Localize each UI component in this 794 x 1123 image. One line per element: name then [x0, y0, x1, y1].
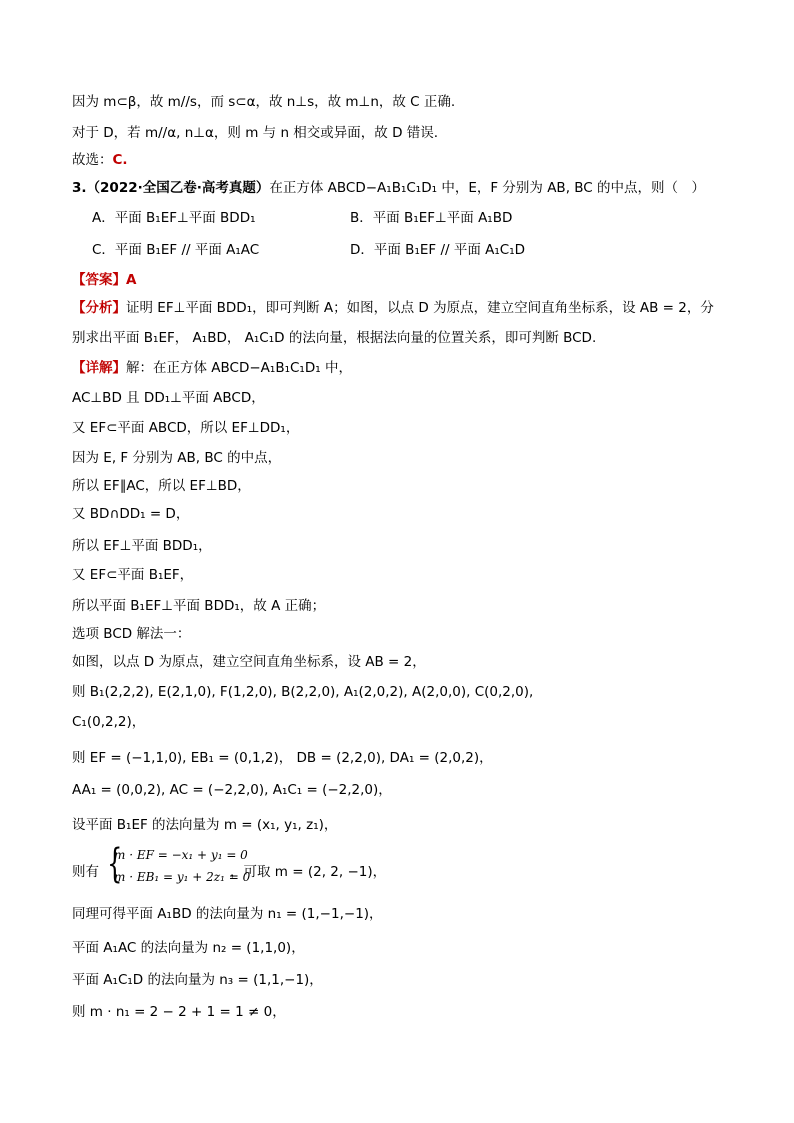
text-line: 所以 EF⊥平面 BDD₁， — [72, 538, 212, 554]
text-line: 平面 A₁C₁D 的法向量为 n₃ = (1,1,−1)， — [72, 972, 323, 988]
detail-line — [72, 358, 352, 378]
text-line: 则 EF = (−1,1,0), EB₁ = (0,1,2)， DB = (2,2,0), DA₁ = (2,0,2)， — [72, 750, 493, 766]
brace: { — [107, 841, 123, 887]
detail-label: 【详解】 — [72, 360, 126, 376]
detail-text: 解：在正方体 ABCD−A₁B₁C₁D₁ 中， — [126, 360, 352, 376]
text-line: 又 BD∩DD₁ = D， — [72, 506, 190, 522]
text-line: 所以 EF∥AC，所以 EF⊥BD， — [72, 478, 251, 494]
text-prefix: 则有 — [72, 864, 99, 880]
text-line: 则 m · n₁ = 2 − 2 + 1 = 1 ≠ 0， — [72, 1004, 286, 1020]
question-number: 3. — [72, 180, 87, 196]
analysis-text: 证明 EF⊥平面 BDD₁，即可判断 A；如图，以点 D 为原点，建立空间直角坐标系，设 AB = 2，分 — [126, 300, 714, 316]
answer-line — [72, 270, 136, 290]
text-line: C₁(0,2,2)， — [72, 714, 146, 730]
text-line: 所以平面 B₁EF⊥平面 BDD₁，故 A 正确； — [72, 598, 326, 614]
text-line: 平面 A₁AC 的法向量为 n₂ = (1,1,0)， — [72, 940, 305, 956]
option-a: A．平面 B₁EF⊥平面 BDD₁ — [92, 210, 256, 226]
text-line: 设平面 B₁EF 的法向量为 m = (x₁, y₁, z₁)， — [72, 817, 338, 833]
text-line: 又 EF⊂平面 ABCD，所以 EF⊥DD₁， — [72, 420, 300, 436]
text-line: 同理可得平面 A₁BD 的法向量为 n₁ = (1,−1,−1)， — [72, 906, 383, 922]
answer-label: 【答案】 — [72, 272, 126, 288]
answer-value: C. — [112, 152, 128, 168]
question-text: 在正方体 ABCD−A₁B₁C₁D₁ 中，E，F 分别为 AB, BC 的中点，则（ ） — [269, 180, 706, 196]
text-line: AC⊥BD 且 DD₁⊥平面 ABCD， — [72, 390, 265, 406]
label: 故选： — [72, 152, 113, 168]
text-line — [72, 150, 128, 170]
text-line: AA₁ = (0,0,2), AC = (−2,2,0), A₁C₁ = (−2,2,0)， — [72, 782, 392, 798]
question-stem — [72, 178, 705, 198]
question-source: （2022·全国乙卷·高考真题） — [86, 180, 270, 196]
analysis-line: 别求出平面 B₁EF， A₁BD， A₁C₁D 的法向量，根据法向量的位置关系，即可判断 BCD. — [72, 330, 597, 346]
text-line: 如图，以点 D 为原点，建立空间直角坐标系，设 AB = 2， — [72, 654, 426, 670]
equation-row: m · EB₁ = y₁ + 2z₁ = 0 — [114, 870, 251, 884]
text-line: 选项 BCD 解法一： — [72, 626, 191, 642]
answer-value: A — [126, 272, 137, 288]
option-b: B．平面 B₁EF⊥平面 A₁BD — [350, 210, 513, 226]
text-line: 因为 E, F 分别为 AB, BC 的中点， — [72, 450, 282, 466]
text-line: 则 B₁(2,2,2), E(2,1,0), F(1,2,0), B(2,2,0), A₁(2,0,2), A(2,0,0), C(0,2,0), — [72, 684, 534, 700]
option-d: D．平面 B₁EF // 平面 A₁C₁D — [350, 242, 526, 258]
text-line: 又 EF⊂平面 B₁EF， — [72, 567, 194, 583]
analysis-label: 【分析】 — [72, 300, 126, 316]
text-line: 因为 m⊂β，故 m//s，而 s⊂α，故 n⊥s，故 m⊥n，故 C 正确. — [72, 94, 456, 110]
equation-row: m · EF = −x₁ + y₁ = 0 — [114, 848, 248, 862]
text-suffix: ，可取 m = (2, 2, −1)， — [230, 864, 387, 880]
option-c: C．平面 B₁EF // 平面 A₁AC — [92, 242, 260, 258]
analysis-line — [72, 298, 714, 318]
text-line: 对于 D，若 m//α, n⊥α，则 m 与 n 相交或异面，故 D 错误. — [72, 125, 439, 141]
